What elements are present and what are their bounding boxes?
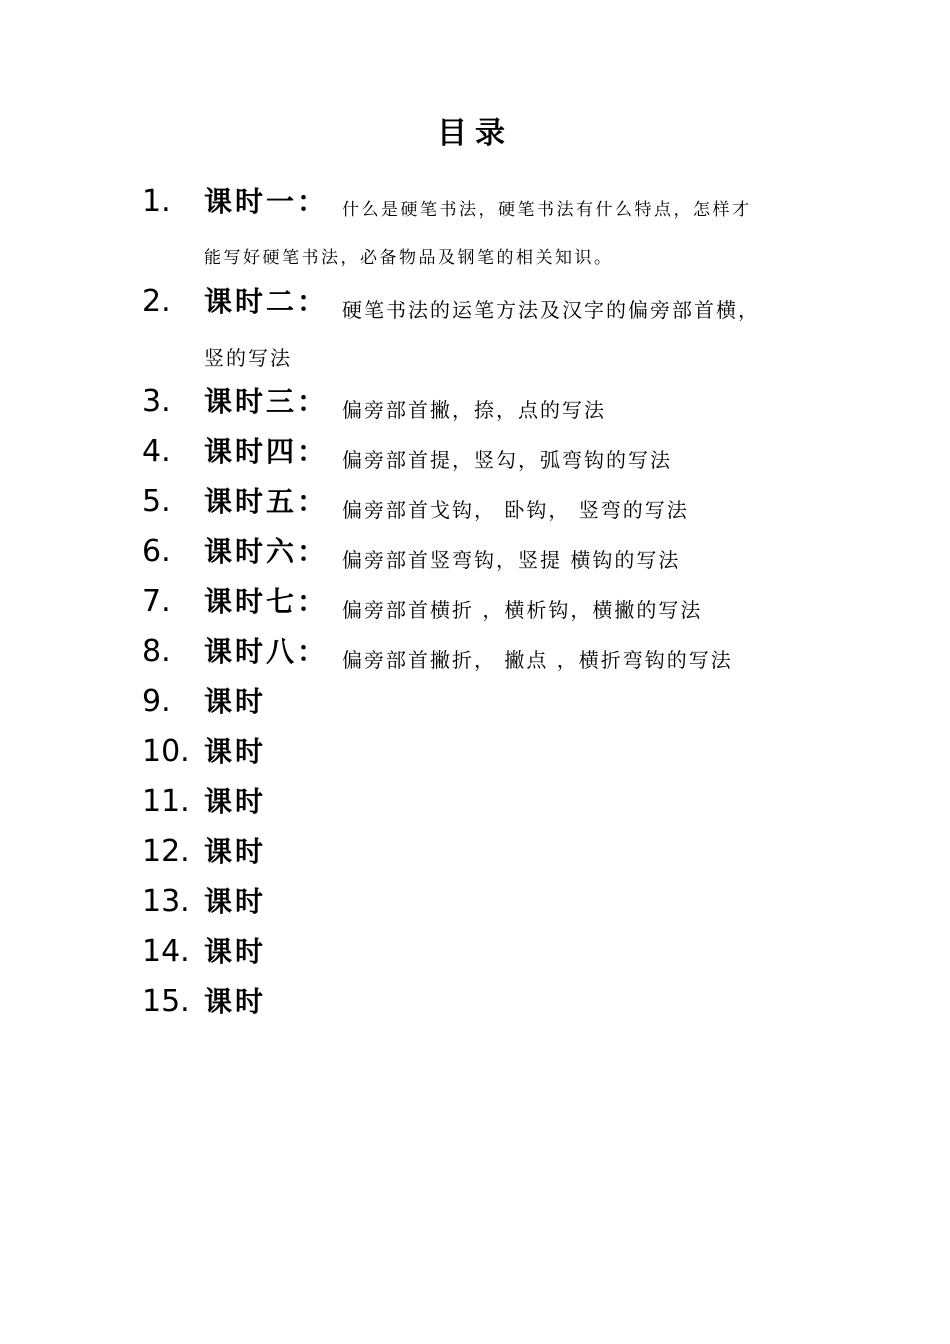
- entry-number: 6.: [142, 534, 171, 569]
- toc-entry-1[interactable]: [142, 176, 842, 276]
- entry-description-continued: 能写好硬笔书法，必备物品及钢笔的相关知识。: [204, 248, 614, 268]
- entry-label: 课时: [204, 885, 267, 918]
- entry-description: 偏旁部首提，竖勾，弧弯钩的写法: [342, 448, 672, 472]
- entry-label: 课时六：: [204, 535, 329, 568]
- toc-entry-9[interactable]: [142, 676, 842, 726]
- entry-label: 课时八：: [204, 635, 329, 668]
- toc-entry-2[interactable]: [142, 276, 842, 376]
- entry-number: 1.: [142, 184, 171, 219]
- toc-entry-13[interactable]: [142, 876, 842, 926]
- entry-description-continued: 竖的写法: [204, 346, 292, 370]
- entry-number: 7.: [142, 584, 171, 619]
- toc-entry-5[interactable]: [142, 476, 842, 526]
- toc-entry-7[interactable]: [142, 576, 842, 626]
- entry-description: 什么是硬笔书法，硬笔书法有什么特点，怎样才: [342, 200, 752, 220]
- entry-label: 课时一：: [204, 185, 329, 218]
- toc-entry-4[interactable]: [142, 426, 842, 476]
- entry-number: 5.: [142, 484, 171, 519]
- entry-description: 硬笔书法的运笔方法及汉字的偏旁部首横，: [342, 298, 760, 322]
- entry-label: 课时: [204, 685, 267, 718]
- entry-label: 课时: [204, 985, 267, 1018]
- entry-number: 11.: [142, 784, 190, 819]
- entry-number: 10.: [142, 734, 190, 769]
- entry-number: 15.: [142, 984, 190, 1019]
- entry-number: 3.: [142, 384, 171, 419]
- entry-label: 课时七：: [204, 585, 329, 618]
- toc-entry-6[interactable]: [142, 526, 842, 576]
- entry-number: 12.: [142, 834, 190, 869]
- toc-entry-14[interactable]: [142, 926, 842, 976]
- entry-number: 9.: [142, 684, 171, 719]
- entry-label: 课时: [204, 935, 267, 968]
- entry-description: 偏旁部首撇，捺，点的写法: [342, 398, 606, 422]
- toc-entry-11[interactable]: [142, 776, 842, 826]
- page-title: 目录: [437, 116, 513, 151]
- toc-entry-15[interactable]: [142, 976, 842, 1026]
- entry-description: 偏旁部首戈钩， 卧钩， 竖弯的写法: [342, 498, 689, 522]
- entry-label: 课时二：: [204, 285, 329, 318]
- entry-label: 课时四：: [204, 435, 329, 468]
- toc-entry-3[interactable]: [142, 376, 842, 426]
- toc-entry-10[interactable]: [142, 726, 842, 776]
- entry-label: 课时: [204, 835, 267, 868]
- entry-description: 偏旁部首竖弯钩，竖提 横钩的写法: [342, 548, 681, 572]
- entry-description: 偏旁部首横折 ，横析钩，横撇的写法: [342, 598, 703, 622]
- toc-entry-8[interactable]: [142, 626, 842, 676]
- entry-label: 课时三：: [204, 385, 329, 418]
- entry-label: 课时: [204, 735, 267, 768]
- entry-description: 偏旁部首撇折， 撇点 ，横折弯钩的写法: [342, 648, 733, 672]
- table-of-contents: [142, 176, 842, 1026]
- entry-number: 8.: [142, 634, 171, 669]
- entry-number: 13.: [142, 884, 190, 919]
- entry-label: 课时: [204, 785, 267, 818]
- entry-number: 2.: [142, 284, 171, 319]
- entry-label: 课时五：: [204, 485, 329, 518]
- toc-entry-12[interactable]: [142, 826, 842, 876]
- entry-number: 14.: [142, 934, 190, 969]
- entry-number: 4.: [142, 434, 171, 469]
